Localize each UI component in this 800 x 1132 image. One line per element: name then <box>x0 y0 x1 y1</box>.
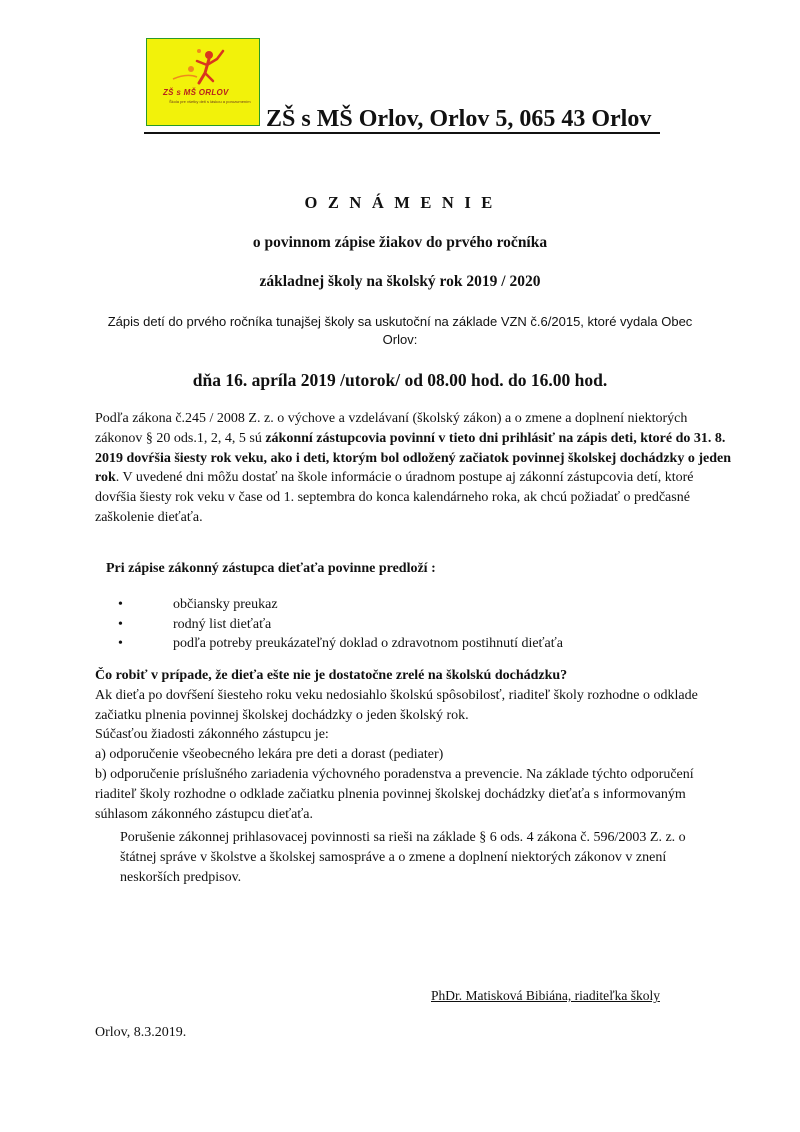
deferral-requirement-a: a) odporučenie všeobecného lekára pre deti a dorast (pediater) <box>95 747 444 763</box>
school-header: ZŠ s MŠ Orlov, Orlov 5, 065 43 Orlov <box>266 106 652 132</box>
logo-name: ZŠ s MŠ ORLOV <box>163 88 229 97</box>
list-item <box>118 595 563 615</box>
bullet-icon: • <box>118 636 123 651</box>
legal-paragraph-bold: zákonní zástupcovia povinní v tieto dni prihlásiť na zápis deti, ktoré do 31. 8. 2019 dovŕšia šiesty rok veku, ako i deti, ktorým bol odložený začiatok povinnej školskej dochádzky o jeden rok <box>95 430 732 486</box>
subtitle-line-2: základnej školy na školský rok 2019 / 2020 <box>259 273 541 290</box>
deferral-requirement-b: b) odporučenie príslušného zariadenia výchovného poradenstva a prevencie. Na základe týchto odporučení riaditeľ školy rozhodne o odklade začiatku plnenia povinnej školskej dochádzky dieťaťa s informovaným súhlasom zákonného zástupcu dieťaťa. <box>95 766 694 822</box>
document-title: O Z N Á M E N I E <box>304 193 496 212</box>
deferral-question: Čo robiť v prípade, že dieťa ešte nie je dostatočne zrelé na školskú dochádzku? <box>95 668 568 683</box>
place-and-date: Orlov, 8.3.2019. <box>95 1025 187 1040</box>
legal-paragraph <box>95 409 735 528</box>
intro-text: Zápis detí do prvého ročníka tunajšej školy sa uskutoční na základe VZN č.6/2015, ktoré vydala Obec Orlov: <box>107 314 693 347</box>
required-documents-list <box>118 595 563 654</box>
deferral-section <box>95 666 735 824</box>
list-item <box>118 615 563 635</box>
signature: PhDr. Matisková Bibiána, riaditeľka školy <box>431 988 660 1003</box>
subtitle-line-1: o povinnom zápise žiakov do prvého ročníka <box>252 234 548 251</box>
list-item-label: rodný list dieťaťa <box>173 616 272 632</box>
legal-paragraph-part2: . V uvedené dni môžu dostať na škole informácie o úradnom postupe aj zákonní zástupcovia detí, ktoré dovŕšia šiesty rok veku v čase od 1. septembra do konca kalendárneho roka, ak chcú požiadať o predčasné zaškolenie dieťaťa. <box>95 470 694 525</box>
school-logo <box>146 38 260 126</box>
deferral-requirements-label: Súčasťou žiadosti zákonného zástupcu je: <box>95 727 329 743</box>
deferral-text: Ak dieťa po dovŕšení šiesteho roku veku nedosiahlo školskú spôsobilosť, riaditeľ školy rozhodne o odklade začiatku plnenia povinnej školskej dochádzky o jeden školský rok. <box>95 687 698 723</box>
penalty-paragraph: Porušenie zákonnej prihlasovacej povinnosti sa rieši na základe § 6 ods. 4 zákona č. 596/2003 Z. z. o štátnej správe v školstve a školskej samospráve a o zmene a doplnení niektorých zákonov v znení neskorších predpisov. <box>120 830 686 885</box>
list-item-label: podľa potreby preukázateľný doklad o zdravotnom postihnutí dieťaťa <box>173 636 563 651</box>
logo-tagline: Škola pre všetky deti s láskou a porozumením <box>169 99 251 104</box>
enrollment-date: dňa 16. apríla 2019 /utorok/ od 08.00 hod. do 16.00 hod. <box>192 370 608 390</box>
list-item-label: občiansky preukaz <box>173 597 278 612</box>
bullet-icon: • <box>118 616 123 632</box>
documents-list-lead: Pri zápise zákonný zástupca dieťaťa povinne predloží : <box>106 561 436 576</box>
legal-paragraph-part1: Podľa zákona č.245 / 2008 Z. z. o výchove a vzdelávaní (školský zákon) a o zmene a doplnení niektorých zákonov § 20 ods.1, 2, 4, 5 sú <box>95 411 688 446</box>
list-item <box>118 634 563 654</box>
header-divider <box>144 132 660 134</box>
logo-figure-icon <box>147 39 261 127</box>
bullet-icon: • <box>118 597 123 612</box>
